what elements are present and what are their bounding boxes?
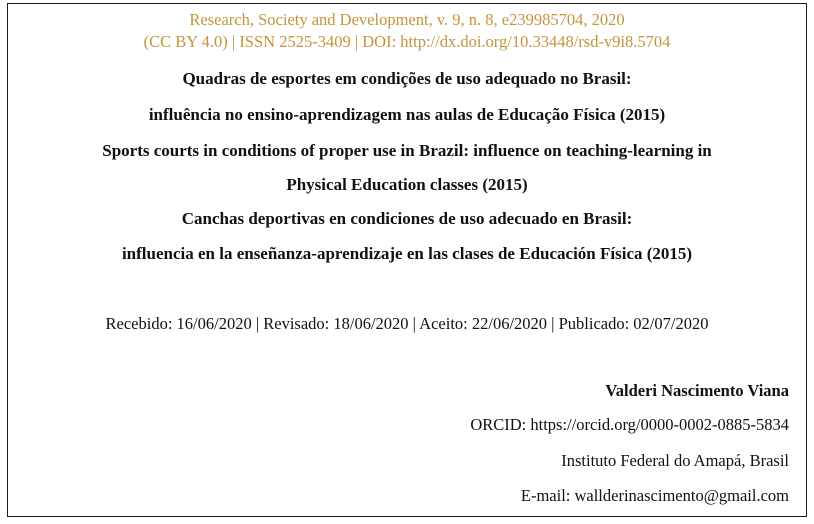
- title-english-line1: Sports courts in conditions of proper use in Brazil: influence on teaching-learning in: [102, 141, 712, 160]
- title-english-line2: Physical Education classes (2015): [286, 175, 528, 194]
- title-portuguese-line1: Quadras de esportes em condições de uso adequado no Brasil:: [182, 69, 632, 88]
- journal-license-doi: (CC BY 4.0) | ISSN 2525-3409 | DOI: http://dx.doi.org/10.33448/rsd-v9i8.5704: [143, 32, 671, 51]
- title-portuguese-line2: influência no ensino-aprendizagem nas aulas de Educação Física (2015): [148, 105, 666, 124]
- author-orcid: ORCID: https://orcid.org/0000-0002-0885-5834: [470, 415, 789, 434]
- author-name: Valderi Nascimento Viana: [605, 381, 789, 400]
- author-institution: Instituto Federal do Amapá, Brasil: [561, 451, 789, 470]
- author-email: E-mail: wallderinascimento@gmail.com: [520, 486, 789, 505]
- journal-citation: Research, Society and Development, v. 9, n. 8, e239985704, 2020: [189, 10, 625, 29]
- title-spanish-line1: Canchas deportivas en condiciones de uso adecuado en Brasil:: [181, 209, 633, 228]
- submission-dates: Recebido: 16/06/2020 | Revisado: 18/06/2020 | Aceito: 22/06/2020 | Publicado: 02/07/2020: [105, 314, 709, 333]
- title-spanish-line2: influencia en la enseñanza-aprendizaje en las clases de Educación Física (2015): [121, 244, 693, 263]
